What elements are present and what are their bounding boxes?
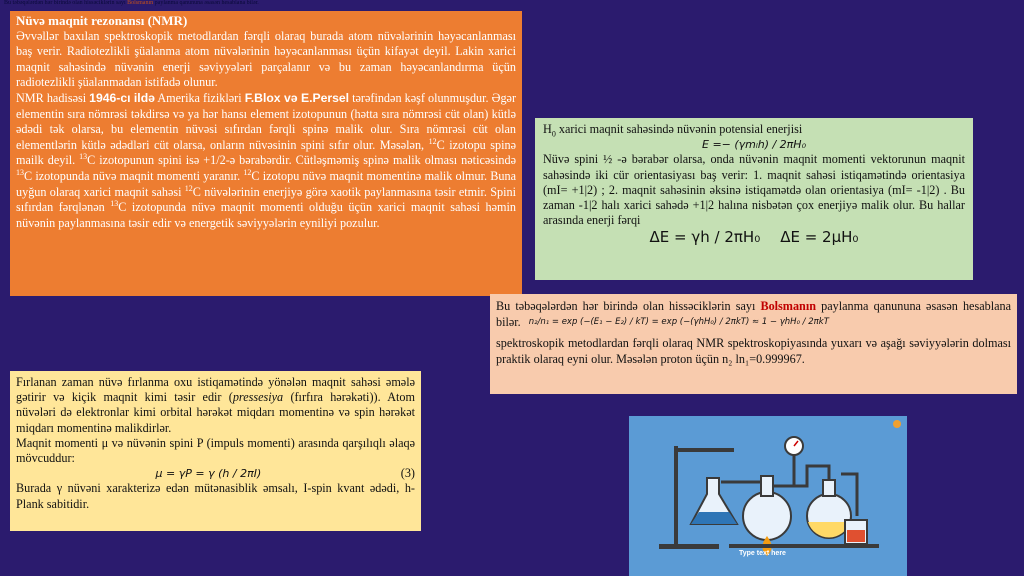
energy-intro-line: $H_0$ xarici maqnit sahəsində nüvənin potensial enerjisi bbox=[543, 122, 803, 139]
nmr-paragraph-1: Əvvəllər baxılan spektroskopik metodlardan fərqli olaraq burada atom nüvələrinin həyəcanlanması baş verir. Radiotezlikli şüalanma atom nüvələrinin həyəcanlanması üçün kifayət deyil. Lakin xarici maqnit sahəsində nüvənin enerji səviyyələri parçalanır və bu zaman həyəcanlandırma üçün radiotezlikli şüalanmadan istifadə olunur. bbox=[16, 28, 516, 90]
boltzmann-intro: Bu təbəqələrdən hər birində olan hissəciklərin sayı Bolsmanın paylanma qanununa əsasən hesablana bilər. n₂/n₁ = exp (−(E₁ − E₂) / kT) = exp (−(γhH₀) / 2πkT) ≈ 1 − γhH₀ / 2πkT bbox=[496, 299, 1011, 329]
magnetic-moment-box bbox=[10, 371, 421, 531]
nmr-intro-box bbox=[10, 11, 522, 296]
moment-relation-text: Maqnit momenti μ və nüvənin spini P (impuls momenti) arasında qarşılıqlı əlaqə mövcuddur: bbox=[16, 435, 415, 466]
nmr-title: Nüvə maqnit rezonansı (NMR) bbox=[16, 13, 188, 28]
precession-paragraph: Fırlanan zaman nüvə fırlanma oxu istiqamətində yönələn maqnit sahəsi əmələ gətirir və kiçik maqnit kimi təsir edir (pressesiya (fırfıra hərəkəti)). Atom nüvələri də elektronlar kimi orbital hərəkət miqdarı momentinə və spin hərəkət miqdarı momentinə malikdirlər. bbox=[16, 375, 415, 435]
moment-formula-line bbox=[16, 466, 415, 481]
lab-illustration bbox=[629, 416, 907, 576]
lab-caption: Type text here bbox=[739, 550, 786, 557]
boltzmann-formula: n₂/n₁ = exp (−(E₁ − E₂) / kT) = exp (−(γhH₀) / 2πkT) ≈ 1 − γhH₀ / 2πkT bbox=[528, 316, 829, 327]
top-overflow-text: Bu təbəqələrdən hər birində olan hissəciklərin sayı Bolsmanın paylanma qanununa əsasən hesablana bilər. bbox=[4, 0, 259, 6]
energy-formula: E =− (γmₗh) / 2πH₀ bbox=[702, 138, 806, 152]
boltzmann-paragraph: spektroskopik metodlardan fərqli olaraq NMR spektroskopiyasında yuxarı və aşağı səviyyələrin dolması praktik olaraq eyni olur. Məsələn proton üçün n₂ ln₁=0.999967. bbox=[496, 336, 1011, 366]
energy-difference-formula: ΔE = γh / 2πH₀ ΔE = 2μH₀ bbox=[649, 228, 859, 247]
nmr-paragraph-2: NMR hadisəsi 1946-cı ildə Amerika fizikləri F.Blox və E.Persel tərəfindən kəşf olunmuşdur. Əgər elementin sıra nömrəsi təkdirsə və ya hər hansı element izotopunun (hətta sıra nömrəsi cüt olan) kütlə ədədi tək olarsa, bu elementin nüvəsi sıfırdan fərqli spinə malik olur. Sıra nömrəsi cüt olan elementlərin kütlə ədədləri cüt olarsa, onların nüvəsinin spini sıfır olur. Məsələn, $^{12}$C izotopu spinə mailk deyil. $^{13}$C izotopunun spini isə +1/2-ə bərabərdir. Cütləşməmiş spinə malik olması nəticəsində $^{13}$C izotopunda nüvə maqnit momenti yaranır. $^{12}$C izotopu nüvə maqnit momentinə malik olmur. Buna uyğun olaraq xarici maqnit sahəsi $^{12}$C nüvələrinin enerjiyə görə xaotik paylanmasına təsir etmir. Spini sıfırdan fərqlənən $^{13}$C izotopunda nüvə maqnit momenti olduğu üçün xarici maqnit sahəsi həmin nüvənin paylanmasına təsir edir və energetik səviyyələrin eyniliyi pozulur. bbox=[16, 90, 517, 230]
gamma-definition: Burada γ nüvəni xarakterizə edən mütənasiblik əmsalı, I-spin kvant ədədi, h-Plank sabitidir. bbox=[16, 481, 415, 511]
spin-orientation-paragraph: Nüvə spini ½ -ə bərabər olarsa, onda nüvənin maqnit momenti vektorunun maqnit sahəsində iki cür orientasiyası baş verir: 1. maqnit sahəsi istiqamətində orientasiya (mI= +1|2) ; 2. maqnit sahəsinin əksinə istiqamətdə olan orientasiya (mI= -1|2) . Bu zaman -1|2 halı xarici sahədə +1|2 halına nisbətən çox enerjiyə malik olur. Bu hallar arasında enerji fərqi bbox=[543, 152, 965, 228]
equation-number: (3) bbox=[400, 466, 415, 481]
moment-formula: μ = γP = γ (h / 2πI) bbox=[155, 467, 262, 481]
boltzmann-box bbox=[490, 294, 1017, 394]
potential-energy-box bbox=[535, 118, 973, 280]
